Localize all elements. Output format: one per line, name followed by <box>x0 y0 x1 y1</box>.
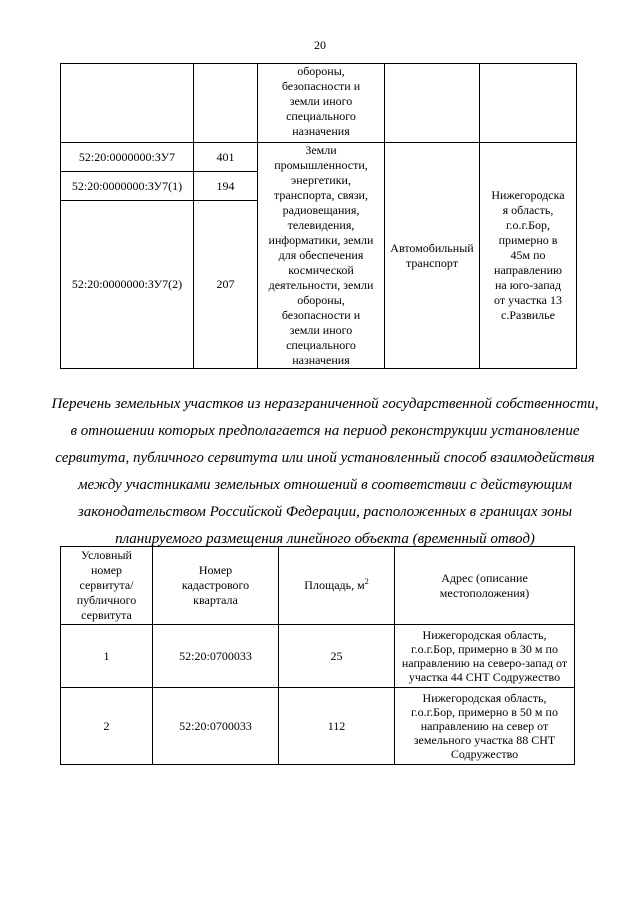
text-line: безопасности и <box>281 308 361 322</box>
text-line: направлению <box>494 263 562 277</box>
text-line: промышленности, <box>274 158 368 172</box>
text-line: сервитута/ <box>79 578 134 592</box>
land-plots-table <box>60 63 577 369</box>
text-line: транспорта, связи, <box>274 188 368 202</box>
heading-line: в отношении которых предполагается на период реконструкции установление <box>70 423 580 439</box>
cadastral-number-cell: 52:20:0000000:ЗУ7(1) <box>61 172 194 201</box>
text-line: номер <box>90 563 123 577</box>
text-line: направлению на северо-запад от <box>401 656 568 670</box>
area-header-sup: 2 <box>364 577 369 586</box>
address-cell <box>395 688 575 765</box>
text-line: г.о.г.Бор, <box>505 218 551 232</box>
text-line: г.о.г.Бор, примерно в 50 м по <box>411 705 558 719</box>
heading-line: между участниками земельных отношений в соответствии с действующим <box>77 477 573 493</box>
land-category-cell <box>258 143 385 369</box>
table-header-row <box>61 547 575 625</box>
address-cell <box>480 143 577 369</box>
address-header <box>395 547 575 625</box>
text-line: информатики, земли <box>268 233 374 247</box>
text-line: публичного <box>76 593 137 607</box>
land-category-cell <box>258 64 385 143</box>
table-row <box>61 143 577 172</box>
servitude-number-header <box>61 547 153 625</box>
text-line: для обеспечения <box>278 248 364 262</box>
text-line: специального <box>286 109 356 123</box>
section-heading <box>40 391 610 553</box>
servitude-number-cell: 1 <box>61 625 153 688</box>
text-line: назначения <box>292 124 350 138</box>
area-header <box>279 547 395 625</box>
text-line: телевидения, <box>287 218 355 232</box>
area-cell: 25 <box>279 625 395 688</box>
area-cell: 112 <box>279 688 395 765</box>
address-cell <box>395 625 575 688</box>
heading-line: планируемого размещения линейного объекта (временный отвод) <box>115 531 535 547</box>
cadastral-number-cell: 52:20:0000000:ЗУ7 <box>61 143 194 172</box>
text-line: обороны, <box>297 64 345 78</box>
text-line: квартала <box>193 593 238 607</box>
text-line: направлению на север от <box>420 719 549 733</box>
text-line: земельного участка 88 СНТ <box>413 733 556 747</box>
text-line: на юго-запад <box>494 278 562 292</box>
servitude-table <box>60 546 575 765</box>
text-line: с.Развилье <box>501 308 555 322</box>
text-line: Условный <box>81 548 132 562</box>
area-cell: 207 <box>194 201 258 369</box>
table-row <box>61 625 575 688</box>
heading-line: сервитута, публичного сервитута или иной установленный способ взаимодействия <box>55 450 595 466</box>
text-line: обороны, <box>297 293 345 307</box>
table-row <box>61 64 577 143</box>
heading-line: Перечень земельных участков из неразграниченной государственной собственности, <box>51 396 599 412</box>
text-line: космической <box>288 263 354 277</box>
text-line: безопасности и <box>281 79 361 93</box>
text-line: Содружество <box>450 747 519 761</box>
text-line: Нижегородска <box>491 188 565 202</box>
area-cell <box>194 64 258 143</box>
table-row <box>61 688 575 765</box>
text-line: радиовещания, <box>282 203 360 217</box>
text-line: энергетики, <box>291 173 351 187</box>
text-line: Автомобильный <box>390 240 474 255</box>
text-line: деятельности, земли <box>268 278 374 292</box>
text-line: назначения <box>292 353 350 367</box>
text-line: Номер <box>198 563 233 577</box>
cadastral-quarter-cell: 52:20:0700033 <box>153 688 279 765</box>
text-line: г.о.г.Бор, примерно в 30 м по <box>411 642 558 656</box>
cadastral-number-cell <box>61 64 194 143</box>
text-line: участка 44 СНТ Содружество <box>408 670 561 684</box>
text-line: Нижегородская область, <box>422 691 547 705</box>
page-number: 20 <box>314 38 326 52</box>
heading-line: законодательством Российской Федерации, расположенных в границах зоны <box>77 504 573 520</box>
address-cell <box>480 64 577 143</box>
text-line: Земли <box>305 143 337 157</box>
text-line: земли иного <box>289 323 353 337</box>
text-line: примерно в <box>498 233 558 247</box>
area-cell: 401 <box>194 143 258 172</box>
text-line: местоположения) <box>439 585 530 600</box>
text-line: от участка 13 <box>494 293 562 307</box>
purpose-cell <box>385 143 480 369</box>
cadastral-quarter-cell: 52:20:0700033 <box>153 625 279 688</box>
servitude-number-cell: 2 <box>61 688 153 765</box>
area-header-label: Площадь, м <box>304 578 365 592</box>
text-line: Адрес (описание <box>441 570 528 585</box>
cadastral-quarter-header <box>153 547 279 625</box>
cadastral-number-cell: 52:20:0000000:ЗУ7(2) <box>61 201 194 369</box>
text-line: Нижегородская область, <box>422 628 547 642</box>
text-line: сервитута <box>81 608 132 622</box>
text-line: специального <box>286 338 356 352</box>
text-line: транспорт <box>406 255 458 270</box>
text-line: земли иного <box>289 94 353 108</box>
purpose-cell <box>385 64 480 143</box>
text-line: кадастрового <box>181 578 250 592</box>
text-line: я область, <box>502 203 554 217</box>
area-cell: 194 <box>194 172 258 201</box>
text-line: 45м по <box>510 248 546 262</box>
